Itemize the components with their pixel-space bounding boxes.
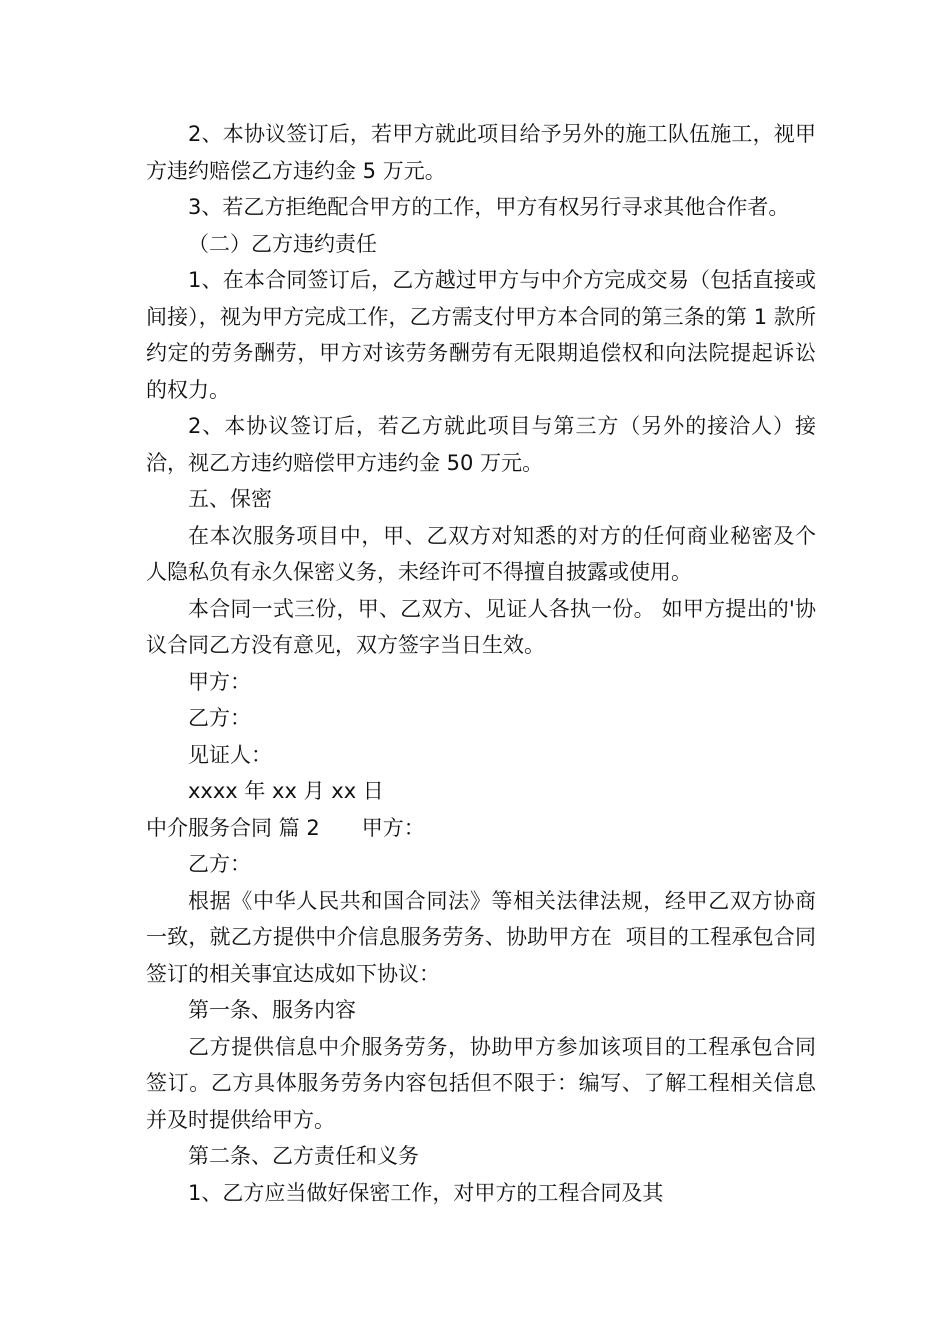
- section-heading: 五、保密: [188, 487, 272, 511]
- party-b-line: 乙方：: [188, 852, 251, 876]
- clause-paragraph: 1、在本合同签订后，乙方越过甲方与中介方完成交易（包括直接或间接），视为甲方完成工作，乙方需支付甲方本合同的第三条的第 1 款所约定的劳务酬劳，甲方对该劳务酬劳有无限期追偿权和向法院提起诉讼的权力。: [146, 268, 816, 402]
- party-a-signature-line: 甲方：: [188, 669, 251, 694]
- article-heading: 第二条、乙方责任和义务: [188, 1144, 419, 1168]
- document-body: [146, 116, 816, 1211]
- date-line: xxxx 年 xx 月 xx 日: [188, 779, 384, 803]
- article-heading: 第一条、服务内容: [188, 998, 356, 1022]
- clause-paragraph: 在本次服务项目中，甲、乙双方对知悉的对方的任何商业秘密及个人隐私负有永久保密义务，未经许可不得擅自披露或使用。: [146, 523, 816, 584]
- clause-paragraph: 本合同一式三份，甲、乙双方、见证人各执一份。 如甲方提出的'协议合同乙方没有意见，双方签字当日生效。: [146, 596, 816, 657]
- clause-paragraph: 2、本协议签订后，若乙方就此项目与第三方（另外的接洽人）接洽，视乙方违约赔偿甲方违约金 50 万元。: [146, 414, 816, 475]
- contract-title-line: 中介服务合同 篇 2 甲方：: [146, 815, 425, 840]
- clause-paragraph: 乙方提供信息中介服务劳务，协助甲方参加该项目的工程承包合同签订。乙方具体服务劳务内容包括但不限于：编写、了解工程相关信息并及时提供给甲方。: [146, 1034, 816, 1132]
- preamble-paragraph: 根据《中华人民共和国合同法》等相关法律法规，经甲乙双方协商一致，就乙方提供中介信息服务劳务、协助甲方在 项目的工程承包合同签订的相关事宜达成如下协议：: [146, 888, 816, 986]
- clause-paragraph: 3、若乙方拒绝配合甲方的工作，甲方有权另行寻求其他合作者。: [188, 195, 790, 219]
- party-b-signature-line: 乙方：: [188, 706, 251, 730]
- section-heading: （二）乙方违约责任: [188, 231, 377, 256]
- witness-signature-line: 见证人：: [188, 742, 272, 767]
- clause-paragraph: 1、乙方应当做好保密工作，对甲方的工程合同及其: [188, 1180, 664, 1205]
- clause-paragraph: 2、本协议签订后，若甲方就此项目给予另外的施工队伍施工，视甲方违约赔偿乙方违约金 5 万元。: [146, 122, 816, 183]
